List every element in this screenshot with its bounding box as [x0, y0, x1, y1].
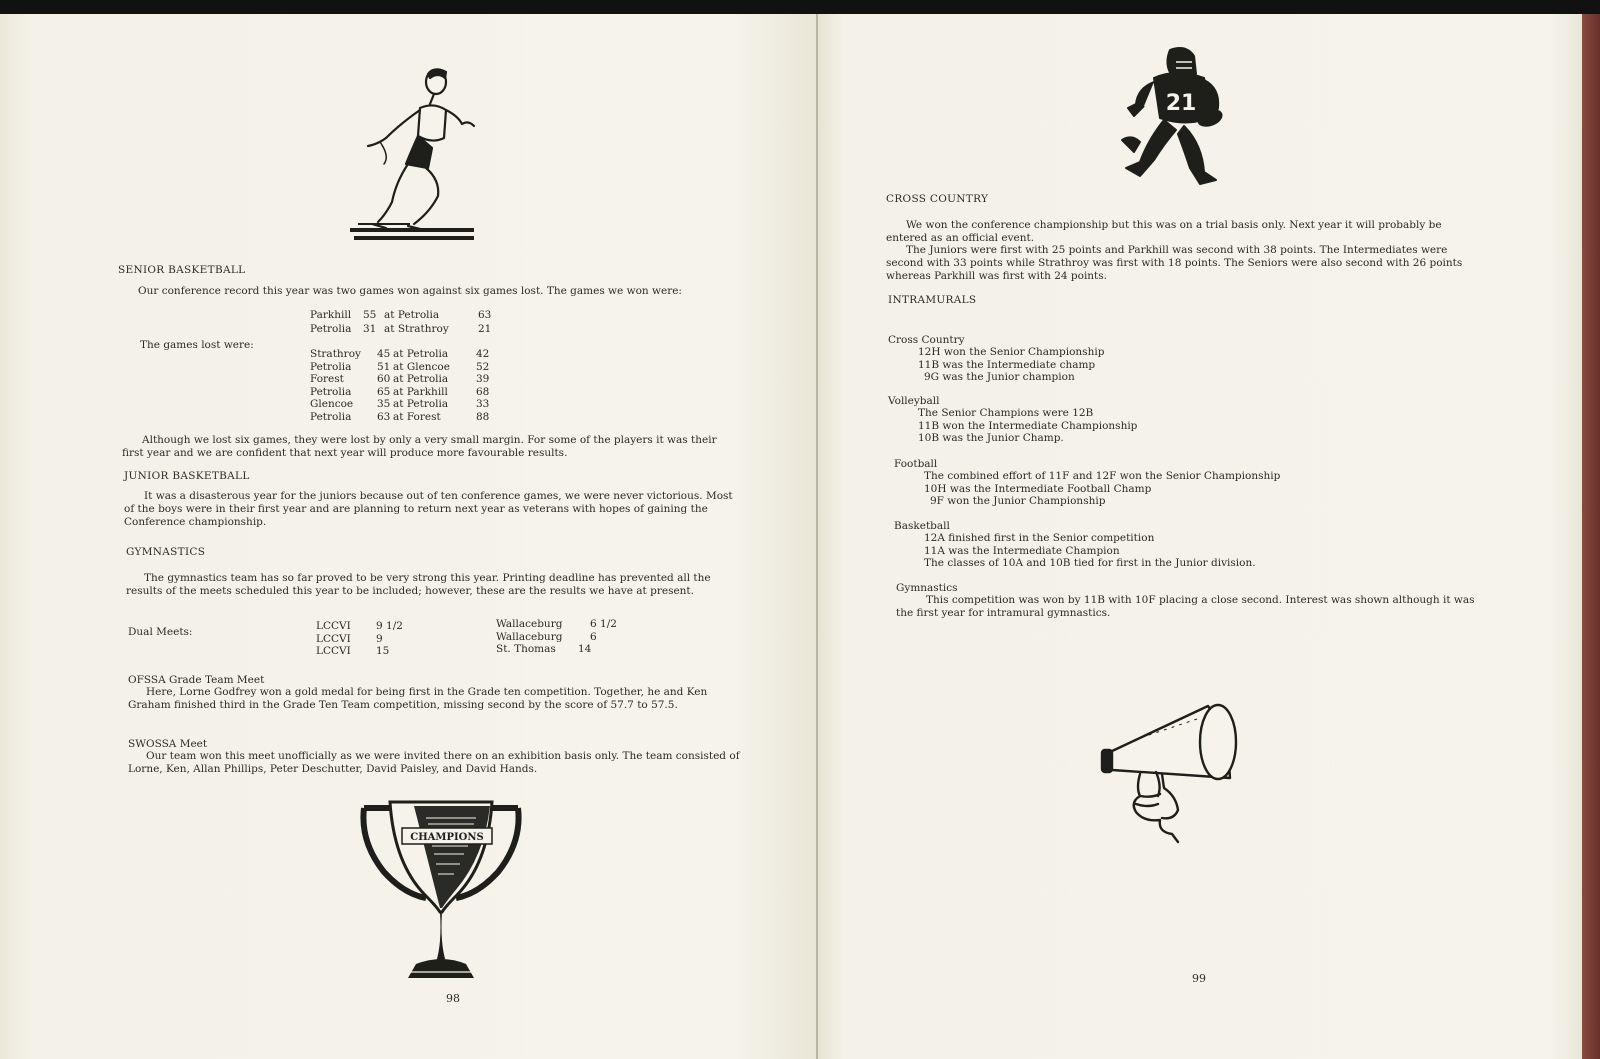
game-venue: at Glencoe	[393, 360, 450, 373]
game-team: Petrolia	[310, 360, 352, 373]
game-opp-score: 52	[476, 360, 490, 373]
meet-opp-team: Wallaceburg	[496, 618, 563, 630]
game-team: Glencoe	[310, 398, 354, 411]
intramural-result-line: The combined effort of 11F and 12F won the Senior Championship	[924, 470, 1281, 482]
game-opp-score: 88	[476, 411, 490, 423]
game-venue: at Petrolia	[393, 373, 449, 386]
intramural-result-line: The Senior Champions were 12B	[918, 407, 1094, 419]
dual-meets-label: Dual Meets:	[128, 626, 193, 638]
meet-opp-team: Wallaceburg	[496, 630, 563, 643]
senior-basketball-closing: Although we lost six games, they were lost by only a very small margin. For some of the players it was their first year and we are confident that next year will produce more favourable results.	[122, 434, 717, 459]
game-opp-score: 21	[478, 323, 492, 335]
page-number-99: 99	[1192, 972, 1206, 985]
intramural-result-line: 12H won the Senior Championship	[918, 346, 1105, 358]
meet-opp-team: St. Thomas	[496, 643, 556, 655]
game-team: Parkhill	[310, 309, 352, 321]
intramural-section-title: Volleyball	[888, 395, 940, 407]
intramurals-heading: INTRAMURALS	[888, 294, 977, 306]
game-venue: at Petrolia	[393, 348, 449, 360]
gymnastics-text: The gymnastics team has so far proved to be very strong this year. Printing deadline has prevented all the results of the meets scheduled this year to be included; however, these are the results we have at present.	[126, 572, 711, 597]
meet-team: LCCVI	[316, 645, 351, 657]
cross-country-p1: We won the conference championship but this was on a trial basis only. Next year it will probably be entered as an official event.	[886, 219, 1442, 244]
football-player-illustration	[1120, 44, 1240, 194]
intramural-section-title: Football	[894, 458, 938, 470]
trophy-champions-text: CHAMPIONS	[410, 832, 484, 843]
game-score: 45	[377, 348, 391, 360]
intramural-result-line: 10H was the Intermediate Football Champ	[924, 482, 1152, 495]
trophy-illustration	[356, 794, 526, 994]
game-score: 35	[377, 398, 391, 411]
runner-illustration	[350, 64, 480, 244]
games-lost-label: The games lost were:	[140, 339, 254, 351]
game-score: 55	[363, 309, 377, 321]
meet-opp-score: 6 1/2	[590, 618, 617, 630]
intramural-result-line: 9F won the Junior Championship	[930, 495, 1106, 507]
page-number-98: 98	[446, 992, 460, 1005]
intramural-section-title: Basketball	[894, 520, 950, 532]
game-opp-score: 33	[476, 398, 490, 411]
intramural-gymnastics-title: Gymnastics	[896, 582, 958, 594]
cross-country-heading: CROSS COUNTRY	[886, 193, 989, 205]
meet-team: LCCVI	[316, 620, 351, 632]
meet-score: 9	[376, 632, 383, 645]
cross-country-p2: The Juniors were first with 25 points and Parkhill was second with 38 points. The Intermediates were second with 33 points while Strathroy was first with 18 points. The Seniors were also second with 26 points whereas Parkhill was first with 24 points.	[886, 244, 1463, 282]
intramural-result-line: 12A finished first in the Senior competition	[924, 532, 1155, 544]
game-team: Strathroy	[310, 348, 361, 360]
book-cover-edge	[1582, 14, 1600, 1059]
senior-basketball-intro: Our conference record this year was two games won against six games lost. The games we won were:	[138, 285, 682, 297]
game-team: Petrolia	[310, 411, 352, 423]
game-venue: at Forest	[393, 411, 441, 423]
player-jersey-number: 21	[1165, 91, 1197, 116]
junior-basketball-heading: JUNIOR BASKETBALL	[124, 470, 250, 482]
intramural-section-title: Cross Country	[888, 334, 965, 346]
game-opp-score: 39	[476, 373, 490, 386]
game-venue: at Petrolia	[393, 398, 449, 411]
game-score: 65	[377, 385, 391, 398]
ofssa-text: Here, Lorne Godfrey won a gold medal for being first in the Grade ten competition. Together, he and Ken Graham finished third in the Grade Ten Team competition, missing second by the score of 57.7 to 57.5.	[128, 686, 708, 711]
game-venue: at Petrolia	[384, 309, 440, 321]
meet-score: 15	[376, 645, 390, 657]
intramural-gymnastics-text: This competition was won by 11B with 10F placing a close second. Interest was shown although it was the first year for intramural gymnastics.	[896, 594, 1475, 619]
megaphone-illustration	[1100, 700, 1250, 850]
meet-score: 9 1/2	[376, 620, 403, 632]
game-score: 51	[377, 360, 391, 373]
senior-basketball-heading: SENIOR BASKETBALL	[118, 264, 246, 276]
meet-team: LCCVI	[316, 632, 351, 645]
game-venue: at Parkhill	[393, 385, 448, 398]
game-score: 31	[363, 323, 377, 335]
ofssa-heading: OFSSA Grade Team Meet	[128, 674, 265, 686]
game-opp-score: 42	[476, 348, 490, 360]
right-page	[818, 14, 1582, 1059]
meet-opp-score: 14	[578, 643, 592, 655]
game-team: Forest	[310, 373, 344, 386]
yearbook-spread	[0, 14, 1600, 1059]
game-score: 60	[377, 373, 391, 386]
game-team: Petrolia	[310, 323, 352, 335]
game-opp-score: 68	[476, 385, 490, 398]
intramural-result-line: 11A was the Intermediate Champion	[924, 544, 1120, 557]
meet-opp-score: 6	[590, 630, 597, 643]
gymnastics-heading: GYMNASTICS	[126, 546, 206, 558]
intramural-result-line: The classes of 10A and 10B tied for first in the Junior division.	[924, 557, 1256, 569]
swossa-text: Our team won this meet unofficially as we were invited there on an exhibition basis only. The team consisted of Lorne, Ken, Allan Phillips, Peter Deschutter, David Paisley, and David Hands.	[128, 750, 740, 775]
intramural-result-line: 11B was the Intermediate champ	[918, 358, 1096, 371]
game-team: Petrolia	[310, 385, 352, 398]
intramural-result-line: 10B was the Junior Champ.	[918, 432, 1064, 444]
swossa-heading: SWOSSA Meet	[128, 738, 208, 750]
game-score: 63	[377, 411, 391, 423]
junior-basketball-text: It was a disasterous year for the juniors because out of ten conference games, we were never victorious. Most of the boys were in their first year and are planning to return next year as veterans with hopes of gaining the Conference championship.	[124, 490, 733, 528]
intramural-result-line: 11B won the Intermediate Championship	[918, 419, 1138, 432]
intramural-result-line: 9G was the Junior champion	[924, 371, 1075, 383]
left-page	[0, 14, 818, 1059]
game-venue: at Strathroy	[384, 323, 449, 335]
game-opp-score: 63	[478, 309, 492, 321]
